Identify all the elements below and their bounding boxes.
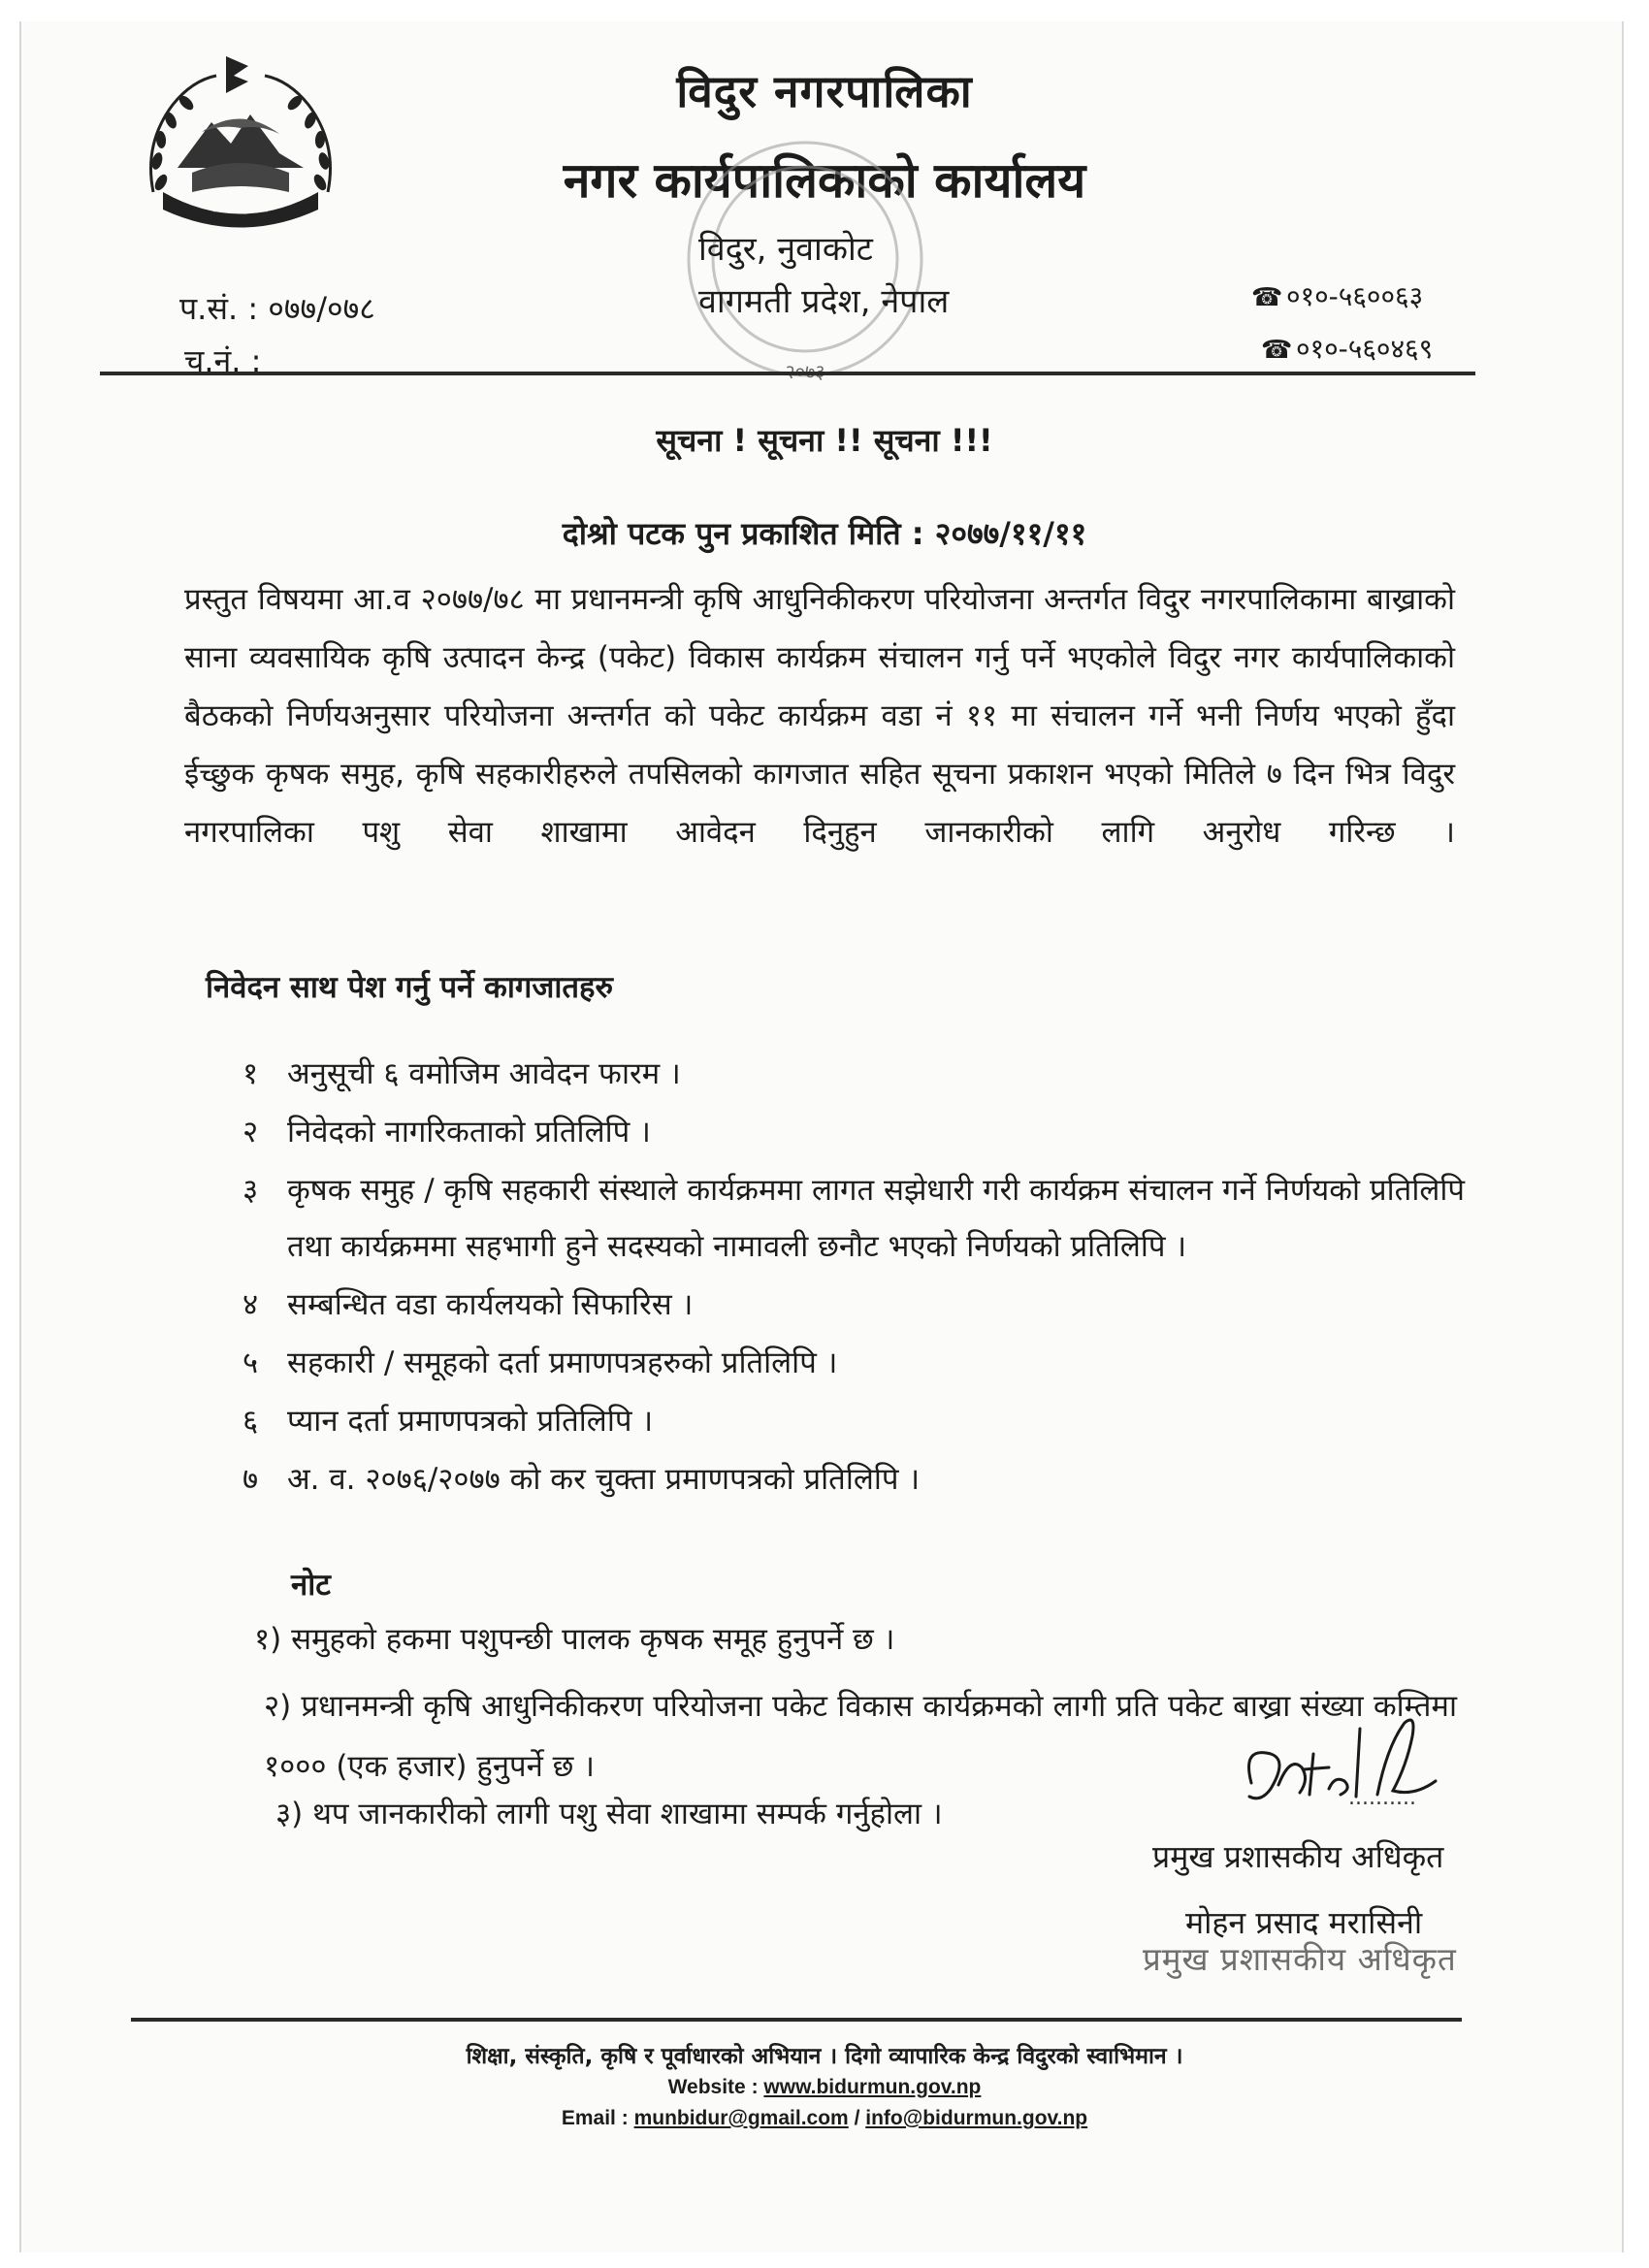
note-heading: नोट bbox=[291, 1568, 331, 1603]
office-title: नगर कार्यपालिकाको कार्यालय bbox=[563, 152, 1086, 209]
website-link[interactable]: www.bidurmun.gov.np bbox=[763, 2076, 982, 2098]
note-item: ३) थप जानकारीको लागी पशु सेवा शाखामा सम्पर्क गर्नुहोला । bbox=[275, 1797, 943, 1831]
website-label: Website : bbox=[667, 2076, 759, 2098]
reference-number: प.सं. : ०७७/०७८ bbox=[179, 290, 375, 327]
address-line-1: विदुर, नुवाकोट bbox=[698, 230, 873, 269]
notice-body: प्रस्तुत विषयमा आ.व २०७७/७८ मा प्रधानमन्त्री कृषि आधुनिकीकरण परियोजना अन्तर्गत विदुर नगरपालिकामा बाख्राको साना व्यवसायिक कृषि उत्पादन केन्द्र (पकेट) विकास कार्यक्रम संचालन गर्नु पर्ने भएकोले विदुर नगर कार्यपालिकाको बैठकको निर्णयअनुसार परियोजना अन्तर्गत को पकेट कार्यक्रम वडा नं ११ मा संचालन गर्ने भनी निर्णय भएको हुँदा ईच्छुक कृषक समुह, कृषि सहकारीहरुले तपसिलको कागजात सहित सूचना प्रकाशन भएको मितिले ७ दिन भित्र विदुर नगरपालिका पशु सेवा शाखामा आवेदन दिनुहुन जानकारीको लागि अनुरोध गरिन्छ । bbox=[184, 582, 1455, 850]
dispatch-number: च.नं. : bbox=[184, 342, 262, 379]
notice-heading: सूचना ! सूचना !! सूचना !!! bbox=[656, 422, 993, 459]
item-number: ६ bbox=[242, 1404, 259, 1439]
item-text: सम्बन्धित वडा कार्यलयको सिफारिस । bbox=[287, 1287, 694, 1322]
svg-text:— — — — —: — — — — — bbox=[212, 207, 269, 216]
email-separator: / bbox=[854, 2107, 860, 2129]
email-link-1[interactable]: munbidur@gmail.com bbox=[633, 2107, 849, 2129]
item-number: १ bbox=[242, 1056, 259, 1091]
required-documents-list bbox=[242, 1046, 1465, 1509]
item-number: ४ bbox=[242, 1287, 259, 1322]
phone-1-number: ०१०-५६००६३ bbox=[1286, 280, 1424, 312]
handwritten-signature bbox=[1232, 1707, 1474, 1833]
phone-2 bbox=[1261, 330, 1433, 367]
municipality-title: विदुर नगरपालिका bbox=[676, 65, 973, 117]
footer-divider bbox=[131, 2018, 1462, 2022]
item-number: ७ bbox=[242, 1462, 259, 1497]
item-text: अ. व. २०७६/२०७७ को कर चुक्ता प्रमाणपत्रको प्रतिलिपि । bbox=[287, 1462, 921, 1497]
list-item bbox=[242, 1046, 1465, 1102]
item-text: सहकारी / समूहको दर्ता प्रमाणपत्रहरुको प्रतिलिपि । bbox=[287, 1345, 838, 1380]
email-link-2[interactable]: info@bidurmun.gov.np bbox=[865, 2107, 1088, 2129]
stamp-year: २०७३ bbox=[785, 360, 825, 383]
required-documents-title: निवेदन साथ पेश गर्नु पर्ने कागजातहरु bbox=[206, 970, 614, 1005]
signatory-name: मोहन प्रसाद मरासिनी bbox=[1185, 1904, 1423, 1941]
list-item bbox=[242, 1393, 1465, 1449]
item-number: ५ bbox=[242, 1345, 259, 1380]
telephone-icon: ☎ bbox=[1251, 283, 1283, 312]
list-item bbox=[242, 1162, 1465, 1275]
svg-text:..........: .......... bbox=[1348, 1786, 1416, 1810]
list-item bbox=[242, 1104, 1465, 1160]
item-text: कृषक समुह / कृषि सहकारी संस्थाले कार्यक्रममा लागत सझेधारी गरी कार्यक्रम संचालन गर्ने निर्णयको प्रतिलिपि तथा कार्यक्रममा सहभागी हुने सदस्यको नामावली छनौट भएको निर्णयको प्रतिलिपि । bbox=[287, 1173, 1465, 1264]
item-number: ३ bbox=[242, 1173, 259, 1208]
note-item: १) समुहको हकमा पशुपन्छी पालक कृषक समूह हुनुपर्ने छ । bbox=[254, 1622, 895, 1657]
signatory-stamp: प्रमुख प्रशासकीय अधिकृत bbox=[1143, 1940, 1457, 1978]
address-line-2: वागमती प्रदेश, नेपाल bbox=[698, 282, 950, 321]
footer-email bbox=[0, 2107, 1649, 2130]
item-number: २ bbox=[242, 1115, 259, 1150]
telephone-icon: ☎ bbox=[1261, 336, 1293, 365]
header-divider bbox=[100, 372, 1475, 375]
phone-1 bbox=[1251, 277, 1423, 314]
republish-date: दोश्रो पटक पुन प्रकाशित मिति : २०७७/११/११ bbox=[562, 515, 1087, 552]
item-text: अनुसूची ६ वमोजिम आवेदन फारम । bbox=[287, 1056, 681, 1091]
item-text: प्यान दर्ता प्रमाणपत्रको प्रतिलिपि । bbox=[287, 1404, 654, 1439]
list-item bbox=[242, 1277, 1465, 1333]
phone-2-number: ०१०-५६०४६९ bbox=[1296, 333, 1434, 365]
footer-website bbox=[0, 2076, 1649, 2099]
list-item bbox=[242, 1335, 1465, 1391]
signatory-title: प्रमुख प्रशासकीय अधिकृत bbox=[1152, 1838, 1444, 1875]
note-item: २) प्रधानमन्त्री कृषि आधुनिकीकरण परियोजना पकेट विकास कार्यक्रमको लागी प्रति पकेट बाख्रा संख्या कम्तिमा १००० (एक हजार) हुनुपर्ने छ । bbox=[264, 1689, 1457, 1784]
item-text: निवेदको नागरिकताको प्रतिलिपि । bbox=[287, 1115, 651, 1150]
footer-motto: शिक्षा, संस्कृति, कृषि र पूर्वाधारको अभियान । दिगो व्यापारिक केन्द्र विदुरको स्वाभिमान । bbox=[466, 2044, 1183, 2069]
list-item bbox=[242, 1451, 1465, 1507]
email-label: Email : bbox=[561, 2107, 629, 2129]
